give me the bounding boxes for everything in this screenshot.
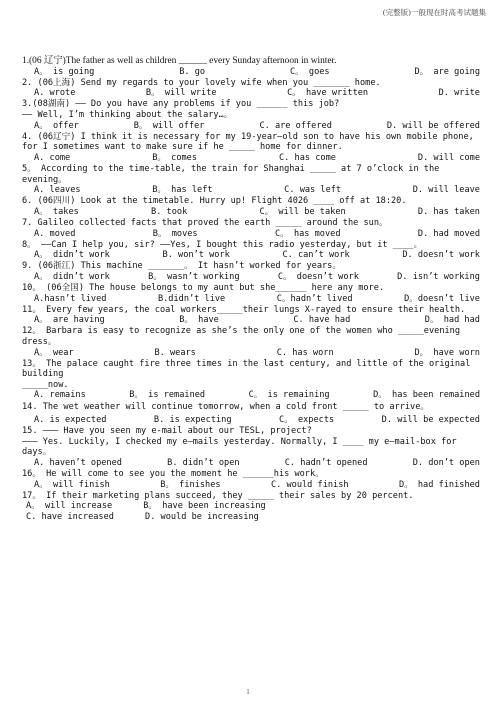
option-a: A。 didn’t work bbox=[34, 250, 110, 261]
option-d: D. will be expected bbox=[381, 415, 480, 426]
option-b: B。 wasn’t working bbox=[148, 271, 240, 282]
option-a: A。 will finish bbox=[34, 479, 110, 490]
option-c: C. have had bbox=[293, 315, 351, 326]
options-row bbox=[22, 458, 480, 469]
question-stem: 13。 The palace caught fire three times in the last century, and little of the original building _____now. bbox=[22, 358, 471, 390]
question-4 bbox=[22, 132, 480, 164]
question-stem: 3.(08湖南) —— Do you have any problems if you ______ this job? —— Well, I’m thinking about the salary…。 bbox=[22, 99, 340, 120]
question-stem: 12。 Barbara is easy to recognize as she’s the only one of the women who _____evening dress。 bbox=[22, 326, 461, 347]
option-c: C. can’t work bbox=[282, 250, 350, 261]
question-stem: 15. ——— Have you seen my e-mail about our TESL, project? ——— Yes. Luckily, I checked my e—mails yesterday. Normally, I ____ my e—mail-box for days。 bbox=[22, 426, 457, 458]
options-row bbox=[22, 501, 480, 522]
options-row bbox=[22, 153, 480, 164]
options-row bbox=[22, 348, 480, 359]
options-row bbox=[22, 229, 480, 240]
option-a: A。 wear bbox=[34, 347, 74, 358]
option-b: B. wears bbox=[154, 347, 196, 358]
option-c: C. was left bbox=[284, 185, 342, 196]
options-row bbox=[22, 207, 480, 218]
question-stem: 8。 ——Can I help you, sir? ——Yes, I bought this radio yesterday, but it ____。 bbox=[22, 239, 423, 250]
option-a: A. remains bbox=[34, 390, 86, 401]
question-stem: 7. Galileo collected facts that proved the earth _____ around the sun。 bbox=[22, 217, 388, 228]
options-row bbox=[22, 250, 480, 261]
option-a: A. moved bbox=[34, 228, 76, 239]
option-a: A. wrote bbox=[34, 88, 76, 99]
option-d: D. isn’t working bbox=[397, 271, 480, 282]
question-stem: 5。 According to the time-table, the train for Shanghai _____ at 7 o’clock in the evening。 bbox=[22, 163, 440, 185]
option-a: A。 didn’t work bbox=[34, 271, 110, 282]
option-c: C。 is remaining bbox=[248, 390, 330, 401]
options-row bbox=[22, 67, 480, 78]
option-c: C。 has moved bbox=[275, 228, 341, 239]
option-c: C. has worn bbox=[276, 347, 334, 358]
question-stem: 1.(06 辽宁)The father as well as children ______ every Sunday afternoon in winter. bbox=[22, 56, 337, 66]
option-b: B. go bbox=[179, 66, 206, 77]
option-d: D. will be offered bbox=[386, 120, 480, 131]
option-a: A。 will increase bbox=[26, 501, 113, 512]
question-3 bbox=[22, 99, 480, 131]
option-b: B. is expecting bbox=[153, 415, 232, 426]
option-c: C。 expects bbox=[279, 415, 335, 426]
option-d: D。 had had bbox=[424, 315, 480, 326]
option-c: C。hadn’t lived bbox=[276, 293, 353, 304]
question-stem: 14. The wet weather will continue tomorrow, when a cold front _____ to arrive。 bbox=[22, 401, 429, 412]
question-list bbox=[22, 56, 480, 523]
option-c: C. has come bbox=[279, 152, 336, 163]
option-b: B。 is remained bbox=[129, 390, 206, 401]
option-b: B。 has left bbox=[152, 185, 213, 196]
option-d: D。 are going bbox=[414, 66, 480, 77]
option-b: B. took bbox=[151, 206, 188, 217]
option-a: A. is expected bbox=[34, 415, 107, 426]
option-d: D. will come bbox=[417, 152, 480, 163]
option-a: A. haven’t opened bbox=[34, 457, 122, 468]
option-b: B。 will offer bbox=[133, 120, 205, 131]
options-row bbox=[22, 480, 480, 491]
option-d: D. doesn’t work bbox=[402, 250, 480, 261]
option-b: B。 will write bbox=[145, 88, 217, 99]
option-a: A.hasn’t lived bbox=[34, 293, 107, 304]
option-d: D. would be increasing bbox=[145, 511, 259, 522]
option-c: C. are offered bbox=[259, 120, 332, 131]
question-stem: 2. (06上海) Send my regards to your lovely wife when you _______ home. bbox=[22, 77, 381, 88]
option-b: B。 have been increasing bbox=[143, 501, 266, 512]
options-row bbox=[22, 185, 480, 196]
question-stem: 16。 He will come to see you the moment he ______his work。 bbox=[22, 469, 324, 480]
options-row bbox=[22, 272, 480, 283]
question-stem: 10。 (06全国) The house belongs to my aunt but she______ here any more. bbox=[22, 282, 385, 293]
option-d: D。 had finished bbox=[398, 479, 480, 490]
question-6 bbox=[22, 196, 480, 217]
option-c: C. hadn’t opened bbox=[284, 457, 368, 468]
option-c: C。 will be taken bbox=[259, 206, 346, 217]
question-9 bbox=[22, 261, 480, 282]
options-row bbox=[22, 121, 480, 132]
option-d: D. has taken bbox=[417, 206, 480, 217]
question-16 bbox=[22, 469, 480, 490]
question-13 bbox=[22, 359, 480, 401]
question-11 bbox=[22, 305, 480, 326]
question-1 bbox=[22, 56, 480, 77]
option-a: A. come bbox=[34, 152, 71, 163]
option-a: A。 offer bbox=[34, 120, 79, 131]
option-a: A。 is going bbox=[34, 66, 95, 77]
option-b: B.didn’t live bbox=[157, 293, 226, 304]
question-8 bbox=[22, 240, 480, 261]
question-stem: 17。 If their marketing plans succeed, they _____ their sales by 20 percent. bbox=[22, 490, 414, 501]
option-d: D. don’t open bbox=[412, 457, 480, 468]
question-5 bbox=[22, 164, 480, 196]
question-17 bbox=[22, 491, 480, 523]
page-header: (完整版)一般现在时高考试题集 bbox=[382, 8, 486, 17]
question-stem: 11。 Every few years, the coal workers_____their lungs X-rayed to ensure their health. bbox=[22, 304, 466, 315]
option-d: D。 has been remained bbox=[373, 390, 480, 401]
option-d: D. write bbox=[438, 88, 480, 99]
question-10 bbox=[22, 283, 480, 304]
option-b: B。 have bbox=[179, 315, 219, 326]
option-a: A。 takes bbox=[34, 206, 79, 217]
option-b: B。 finishes bbox=[160, 479, 221, 490]
option-c: C. have increased bbox=[26, 511, 114, 522]
option-c: C。 goes bbox=[289, 66, 330, 77]
options-row bbox=[22, 88, 480, 99]
question-7 bbox=[22, 218, 480, 239]
page-number: 1 bbox=[246, 688, 250, 696]
question-stem: 4. (06辽宁) I think it is necessary for my 19-year—old son to have his own mobile phone, for I sometimes want to make sure if he _____ home for dinner. bbox=[22, 131, 474, 153]
options-row bbox=[22, 315, 480, 326]
option-d: D。doesn’t live bbox=[404, 293, 480, 304]
option-d: D. will leave bbox=[412, 185, 480, 196]
question-15 bbox=[22, 426, 480, 468]
option-a: A。 are having bbox=[34, 315, 105, 326]
option-c: C。 doesn’t work bbox=[277, 271, 359, 282]
option-b: B。 moves bbox=[152, 228, 198, 239]
option-b: B. won’t work bbox=[162, 250, 230, 261]
option-d: D. had moved bbox=[417, 228, 480, 239]
options-row bbox=[22, 294, 480, 305]
option-c: C. would finish bbox=[270, 479, 349, 490]
question-stem: 9. (06浙江) This machine _______。 It hasn’t worked for years。 bbox=[22, 261, 341, 272]
option-a: A. leaves bbox=[34, 185, 81, 196]
option-d: D。 have worn bbox=[414, 347, 480, 358]
question-14 bbox=[22, 402, 480, 426]
option-b: B. didn’t open bbox=[167, 457, 240, 468]
question-12 bbox=[22, 326, 480, 358]
options-row bbox=[22, 415, 480, 426]
question-2 bbox=[22, 78, 480, 99]
option-b: B。 comes bbox=[152, 152, 198, 163]
options-row bbox=[22, 390, 480, 401]
question-stem: 6. (06四川) Look at the timetable. Hurry up! Flight 4026 ____ off at 18:20. bbox=[22, 196, 407, 207]
option-c: C。 have written bbox=[287, 88, 369, 99]
